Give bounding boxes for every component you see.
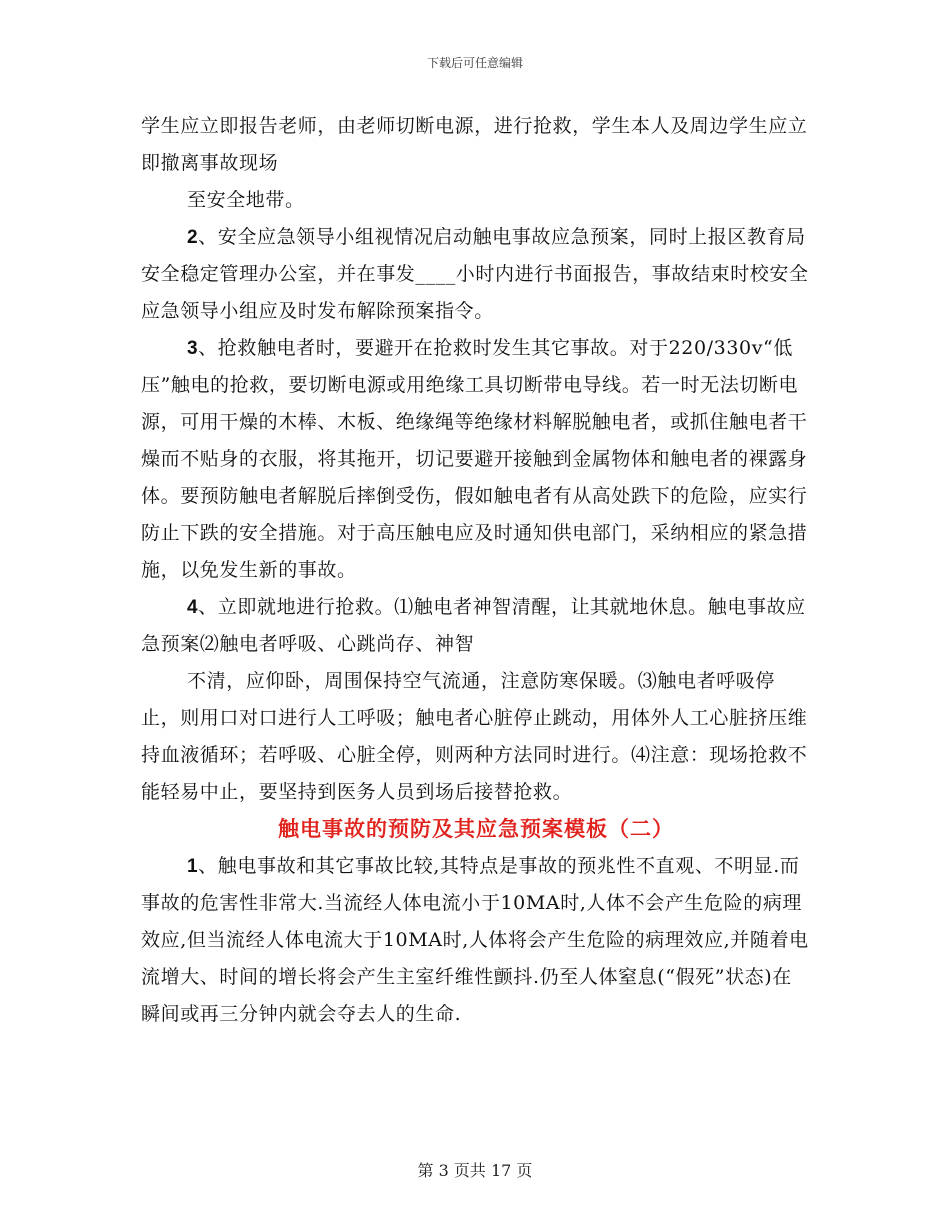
paragraph-1a: 学生应立即报告老师，由老师切断电源，进行抢救，学生本人及周边学生应立即撤离事故现场 (141, 115, 808, 174)
paragraph-3 (141, 330, 811, 589)
page-header: 下载后可任意编辑 (426, 56, 523, 70)
section-title: 触电事故的预防及其应急预案模板（二） (278, 817, 674, 841)
paragraph-4a (141, 589, 811, 663)
paragraph-3-number: 3 (187, 338, 199, 359)
section-2-paragraph-1-number: 1 (187, 856, 199, 877)
document-body (141, 108, 811, 1033)
paragraph-2-number: 2 (187, 227, 199, 248)
paragraph-2 (141, 219, 811, 330)
paragraph-1b: 至安全地带。 (187, 189, 305, 211)
section-2-paragraph-1-text: 、触电事故和其它事故比较,其特点是事故的预兆性不直观、不明显.而事故的危害性非常大.当流经人体电流小于10MA时,人体不会产生危险的病理效应,但当流经人体电流大于10MA时,人体将会产生危险的病理效应,并随着电流增大、时间的增长将会产生主室纤维性颤抖.仍至人体窒息(“假死”状态)在瞬间或再三分钟内就会夺去人的生命. (141, 855, 809, 1025)
paragraph-4-number: 4 (187, 597, 199, 618)
paragraph-4b: 不清，应仰卧，周围保持空气流通，注意防寒保暖。⑶触电者呼吸停止，则用口对口进行人工呼吸；触电者心脏停止跳动，用体外人工心脏挤压维持血液循环；若呼吸、心脏全停，则两种方法同时进行。⑷注意：现场抢救不能轻易中止，要坚持到医务人员到场后接替抢救。 (141, 670, 808, 803)
page-footer: 第 3 页共 17 页 (417, 1161, 533, 1180)
section-2-paragraph-1 (141, 848, 811, 1033)
paragraph-2-text: 、安全应急领导小组视情况启动触电事故应急预案，同时上报区教育局安全稳定管理办公室，并在事发____小时内进行书面报告，事故结束时校安全应急领导小组应及时发布解除预案指令。 (141, 226, 809, 322)
paragraph-4a-text: 、立即就地进行抢救。⑴触电者神智清醒，让其就地休息。触电事故应急预案⑵触电者呼吸、心跳尚存、神智 (141, 596, 806, 655)
paragraph-3-text: 、抢救触电者时，要避开在抢救时发生其它事故。对于220/330v“低压”触电的抢救，要切断电源或用绝缘工具切断带电导线。若一时无法切断电源，可用干燥的木棒、木板、绝缘绳等绝缘材料解脱触电者，或抓住触电者干燥而不贴身的衣服，将其拖开，切记要避开接触到金属物体和触电者的裸露身体。要预防触电者解脱后摔倒受伤，假如触电者有从高处跌下的危险，应实行防止下跌的安全措施。对于高压触电应及时通知供电部门，采纳相应的紧急措施，以免发生新的事故。 (141, 337, 808, 581)
